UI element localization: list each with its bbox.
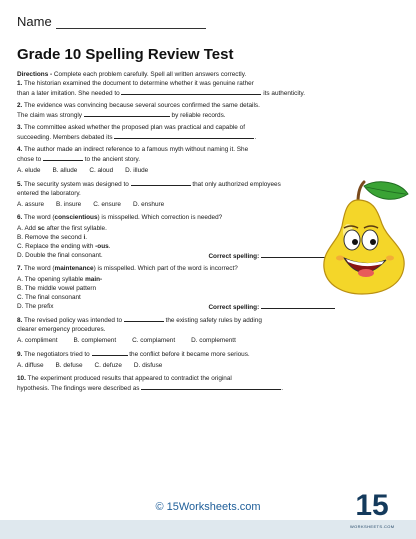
target-word: maintenance [54,265,94,272]
question-number: 2. [17,102,23,109]
question-text: the existing safety rules by adding [163,317,262,324]
answer-blank[interactable] [131,179,191,186]
question-10 [17,374,399,393]
option-b[interactable]: B. defuse [55,362,83,369]
question-text: The claim was strongly [17,112,84,119]
question-number: 6. [17,214,23,221]
option-d[interactable]: D. complementt [191,337,236,344]
question-text: hypothesis. The findings were described as [17,385,142,392]
target-word: conscientious [54,214,98,221]
logo-caption: WORKSHEETS.COM [350,524,395,529]
name-label: Name [17,14,52,29]
question-8 [17,315,399,345]
directions-text: Complete each problem carefully. Spell all written answers correctly. [52,71,247,78]
answer-blank[interactable] [124,315,164,322]
correct-spelling-label: Correct spelling: [208,253,261,260]
question-number: 1. [17,80,23,87]
answer-blank[interactable] [84,110,170,117]
correct-spelling [208,251,335,261]
question-2 [17,101,399,120]
option-c[interactable]: C. complament [132,337,176,344]
question-number: 10. [17,375,26,382]
answer-blank[interactable] [114,132,257,141]
option-b[interactable]: B. Remove the second i. [17,234,87,241]
question-text: that only authorized employees [190,181,281,188]
question-text: by reliable records. [169,112,226,119]
option-a[interactable]: A. assure [17,201,44,208]
answer-blank[interactable] [92,349,128,356]
pear-leaf-icon [364,182,408,199]
answer-options [17,336,399,345]
question-text: than a later imitation. She needed to [17,90,122,97]
option-b[interactable]: B. complement [73,337,117,344]
question-text: ) is misspelled. Which correction is needed? [97,214,223,221]
question-1 [17,79,399,98]
question-text: clearer emergency procedures. [17,326,106,333]
question-text: The evidence was convincing because several sources confirmed the same details. [22,102,260,109]
option-c[interactable]: C. ensure [93,201,121,208]
question-text: The word ( [22,214,55,221]
question-text: to the ancient story. [82,156,141,163]
option-d[interactable]: D. disfuse [133,362,163,369]
answer-options [17,361,399,370]
option-c[interactable]: C. Replace the ending with -ous. [17,243,111,250]
question-text: The negotiators tried to [22,351,92,358]
correct-spelling-label: Correct spelling: [208,304,261,311]
option-a[interactable]: A. diffuse [17,362,44,369]
logo-number: 15 [355,489,389,522]
answer-options [17,166,399,175]
pear-stem-icon [358,182,364,202]
question-number: 4. [17,146,23,153]
option-a[interactable]: A. The opening syllable main- [17,276,103,283]
footer-credit[interactable]: © 15Worksheets.com [155,501,261,513]
option-b[interactable]: B. The middle vowel pattern [17,285,97,292]
answer-blank[interactable] [141,383,281,390]
question-text: The word ( [22,265,55,272]
option-c[interactable]: C. defuze [94,362,122,369]
question-number: 8. [17,317,23,324]
option-c[interactable]: C. aloud [89,167,114,174]
worksheet-title: Grade 10 Spelling Review Test [17,46,234,63]
directions [17,70,399,79]
option-d[interactable]: D. Double the final consonant. [17,252,103,259]
question-text: The revised policy was intended to [22,317,124,324]
name-line[interactable] [56,18,206,29]
worksheets-logo [350,489,395,533]
question-number: 5. [17,181,23,188]
question-text: entered the laboratory. [17,190,81,197]
question-text: succeeding. Members debated its [17,134,115,141]
option-a[interactable]: A. elude [17,167,41,174]
question-text: its authenticity. [261,90,306,97]
question-text: chose to [17,156,43,163]
option-c[interactable]: C. The final consonant [17,294,81,301]
answer-blank[interactable] [261,302,335,309]
option-b[interactable]: B. insure [56,201,82,208]
option-d[interactable]: D. The prefix [17,303,54,310]
question-text: The historian examined the document to determine whether it was genuine rather [22,80,254,87]
question-text: ) is misspelled. Which part of the word is incorrect? [93,265,238,272]
question-text: . [281,385,283,392]
correct-spelling [208,302,335,312]
pear-mascot-illustration [318,180,414,296]
question-text: The committee asked whether the proposed plan was practical and capable of [22,124,245,131]
option-d[interactable]: D. enshure [132,201,165,208]
option-a[interactable]: A. compliment [17,337,58,344]
question-text: The author made an indirect reference to a famous myth without naming it. She [22,146,249,153]
question-text: The experiment produced results that appeared to contradict the original [25,375,232,382]
question-number: 3. [17,124,23,131]
option-d[interactable]: D. illude [125,167,149,174]
question-text: The security system was designed to [22,181,131,188]
option-b[interactable]: B. allude [52,167,78,174]
question-number: 7. [17,265,23,272]
answer-blank[interactable] [43,154,83,161]
question-3 [17,123,399,142]
question-text: . [254,134,257,141]
question-text: the conflict before it became more serious. [127,351,250,358]
question-4 [17,145,399,175]
answer-blank[interactable] [121,88,261,95]
question-9 [17,349,399,370]
directions-label: Directions - [17,71,53,78]
name-field [17,14,206,29]
question-number: 9. [17,351,23,358]
option-a[interactable]: A. Add sc after the first syllable. [17,225,107,232]
